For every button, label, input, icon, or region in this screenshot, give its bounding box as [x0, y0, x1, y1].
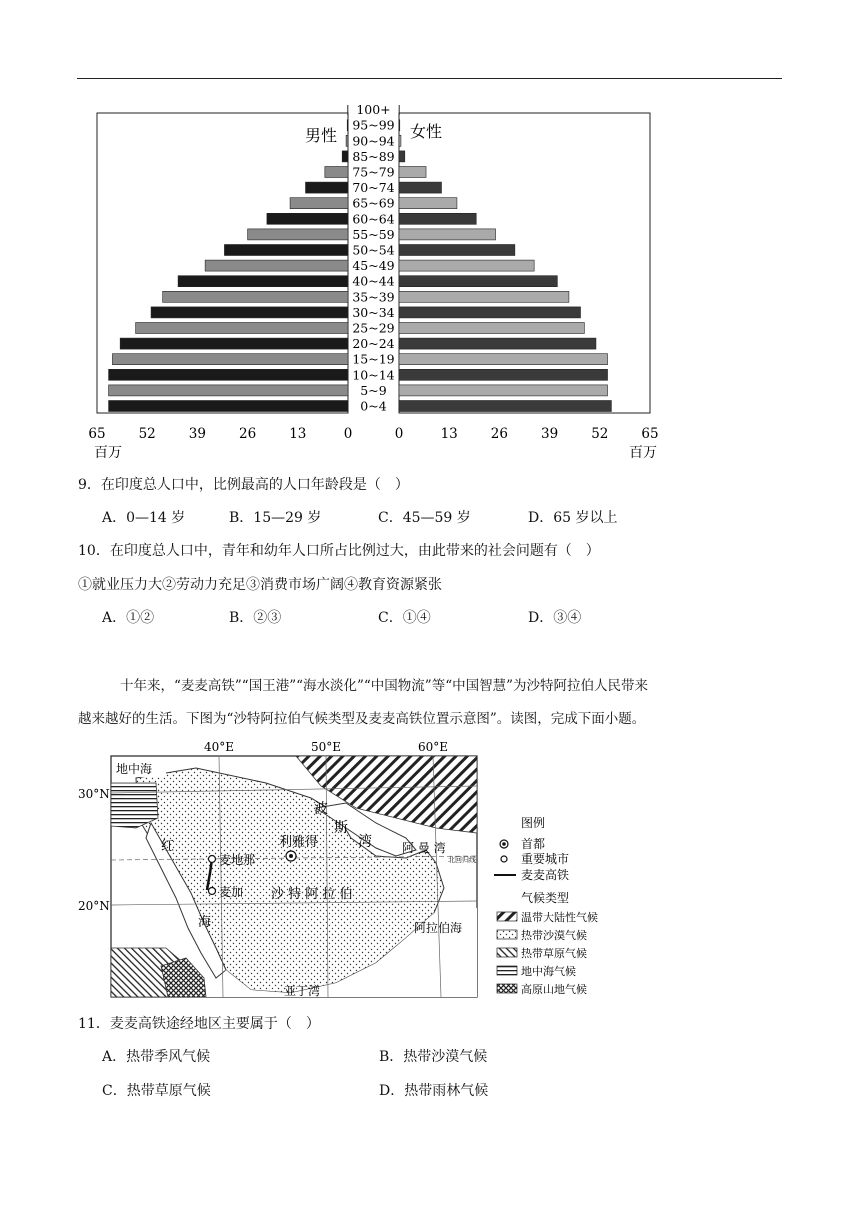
male-bar-50~54 [224, 245, 348, 256]
female-bar-10~14 [399, 369, 608, 380]
age-label-65~69: 65~69 [352, 195, 395, 211]
female-bar-85~89 [399, 151, 405, 162]
lon-40: 40°E [203, 740, 235, 754]
age-label-25~29: 25~29 [352, 320, 395, 336]
legend-c2: 热带沙漠气候 [521, 929, 587, 942]
age-label-60~64: 60~64 [352, 211, 395, 227]
legend-c1-icon [497, 912, 517, 921]
label-oman-gulf: 阿 曼 湾 [402, 841, 446, 855]
legend-climate-title: 气候类型 [521, 891, 570, 905]
female-bar-5~9 [399, 385, 608, 396]
legend-city-icon [501, 856, 507, 862]
female-bar-0~4 [399, 401, 611, 412]
saudi-climate-map [76, 738, 624, 1003]
male-bar-20~24 [120, 338, 348, 349]
label-aden: 亚丁湾 [284, 984, 321, 998]
male-bar-55~59 [248, 229, 348, 240]
female-tick-52: 52 [591, 426, 609, 442]
mediterranean-climate-area [111, 783, 158, 828]
age-label-0~4: 0~4 [360, 398, 387, 414]
q10-option-c[interactable]: C．①④ [378, 610, 431, 626]
male-bar-25~29 [136, 323, 348, 334]
capital-marker-dot [289, 854, 293, 858]
lon-60: 60°E [417, 740, 449, 754]
male-tick-26: 26 [239, 426, 257, 442]
q10-option-b[interactable]: B．②③ [229, 610, 282, 626]
legend-city: 重要城市 [521, 852, 570, 866]
male-bar-0~4 [109, 401, 348, 412]
female-tick-39: 39 [541, 426, 559, 442]
age-label-35~39: 35~39 [352, 289, 395, 305]
age-label-15~19: 15~19 [352, 351, 395, 367]
medina-marker [209, 856, 216, 863]
male-bar-65~69 [290, 198, 348, 209]
q9-option-a[interactable]: A．0—14 岁 [102, 510, 186, 526]
q11-option-b[interactable]: B．热带沙漠气候 [379, 1049, 488, 1065]
female-bar-15~19 [399, 354, 608, 365]
female-bar-95~99 [399, 120, 400, 131]
legend-c3-icon [497, 948, 517, 957]
female-bar-60~64 [399, 213, 476, 224]
legend-c4-icon [497, 966, 517, 975]
female-bar-35~39 [399, 291, 569, 302]
male-bar-40~44 [178, 276, 348, 287]
male-bar-85~89 [342, 151, 348, 162]
female-tick-26: 26 [490, 426, 508, 442]
female-bar-50~54 [399, 245, 515, 256]
q11-option-c[interactable]: C．热带草原气候 [102, 1083, 211, 1099]
label-arabian-sea: 阿拉伯海 [414, 921, 463, 935]
male-bar-95~99 [347, 120, 348, 131]
female-bar-55~59 [399, 229, 496, 240]
legend-capital-dot [502, 842, 506, 846]
male-bar-70~74 [306, 182, 348, 193]
legend-c3: 热带草原气候 [521, 947, 587, 960]
age-label-20~24: 20~24 [352, 336, 395, 352]
legend-railway: 麦麦高铁 [521, 868, 570, 882]
female-tick-0: 0 [394, 426, 404, 442]
female-bar-70~74 [399, 182, 441, 193]
age-label-50~54: 50~54 [352, 242, 395, 258]
legend-c4: 地中海气候 [521, 965, 576, 978]
female-bar-90~94 [399, 135, 401, 146]
mecca-marker [209, 888, 216, 895]
label-mecca: 麦加 [219, 885, 244, 899]
q10-option-d[interactable]: D．③④ [528, 610, 582, 626]
female-bar-20~24 [399, 338, 596, 349]
male-bar-60~64 [267, 213, 348, 224]
male-bar-10~14 [109, 369, 348, 380]
male-tick-13: 13 [289, 426, 307, 442]
female-tick-65: 65 [641, 426, 659, 442]
age-label-90~94: 90~94 [352, 133, 395, 149]
legend-c1: 温带大陆性气候 [521, 911, 598, 924]
q9-option-b[interactable]: B．15—29 岁 [229, 510, 322, 526]
label-mediterranean: 地中海 [116, 762, 153, 776]
female-label: 女性 [409, 122, 443, 141]
male-bar-75~79 [325, 167, 348, 178]
male-bar-35~39 [163, 291, 348, 302]
male-bar-15~19 [112, 354, 348, 365]
male-bar-45~49 [205, 260, 348, 271]
label-persian-2: 斯 [334, 820, 348, 836]
female-bar-65~69 [399, 198, 457, 209]
q11-option-a[interactable]: A．热带季风气候 [102, 1049, 211, 1065]
male-bar-30~34 [151, 307, 348, 318]
q10-option-a[interactable]: A．①② [102, 610, 155, 626]
label-saudi: 沙 特 阿 拉 伯 [271, 887, 353, 902]
passage-line-1: 十年来，“麦麦高铁”“国王港”“海水淡化”“中国物流”等“中国智慧”为沙特阿拉伯人民带来 [120, 678, 649, 694]
label-persian-1: 波 [314, 801, 328, 817]
label-medina: 麦地那 [219, 853, 256, 867]
age-label-55~59: 55~59 [352, 226, 395, 242]
female-tick-13: 13 [440, 426, 458, 442]
q11-stem: 11．麦麦高铁途经地区主要属于（ ） [78, 1016, 320, 1032]
legend-capital: 首都 [521, 837, 546, 851]
label-tropic: 北回归线 [448, 856, 476, 864]
legend-c5: 高原山地气候 [521, 983, 587, 996]
q11-option-d[interactable]: D．热带雨林气候 [379, 1083, 489, 1099]
legend-c2-icon [497, 930, 517, 939]
male-tick-52: 52 [138, 426, 156, 442]
unit-left: 百万 [94, 445, 122, 461]
age-label-85~89: 85~89 [352, 148, 395, 164]
age-label-5~9: 5~9 [360, 382, 387, 398]
label-riyadh: 利雅得 [279, 835, 319, 850]
lon-50: 50°E [310, 740, 342, 754]
age-label-70~74: 70~74 [352, 180, 395, 196]
age-label-40~44: 40~44 [352, 273, 395, 289]
male-tick-39: 39 [188, 426, 206, 442]
legend-c5-icon [497, 984, 517, 993]
male-bar-90~94 [346, 135, 348, 146]
label-red-1: 红 [161, 839, 175, 854]
female-bar-40~44 [399, 276, 557, 287]
population-pyramid-chart [80, 105, 680, 465]
female-bar-25~29 [399, 323, 584, 334]
female-bar-45~49 [399, 260, 534, 271]
age-label-45~49: 45~49 [352, 258, 395, 274]
passage-line-2: 越来越好的生活。下图为“沙特阿拉伯气候类型及麦麦高铁位置示意图”。读图，完成下面小题。 [78, 711, 646, 727]
unit-right: 百万 [629, 445, 657, 461]
age-label-75~79: 75~79 [352, 164, 395, 180]
header-rule [77, 78, 782, 79]
q10-items: ①就业压力大②劳动力充足③消费市场广阔④教育资源紧张 [78, 577, 442, 593]
age-label-30~34: 30~34 [352, 304, 395, 320]
q9-option-d[interactable]: D．65 岁以上 [528, 510, 618, 526]
label-red-2: 海 [198, 915, 212, 930]
age-label-100+: 100+ [356, 105, 391, 118]
male-tick-65: 65 [88, 426, 106, 442]
female-bar-75~79 [399, 167, 426, 178]
age-label-10~14: 10~14 [352, 367, 395, 383]
q9-option-c[interactable]: C．45—59 岁 [378, 510, 471, 526]
lat-30: 30°N [78, 787, 110, 801]
lat-20: 20°N [78, 899, 110, 913]
female-bar-30~34 [399, 307, 580, 318]
legend-title: 图例 [521, 816, 546, 830]
q10-stem: 10．在印度总人口中，青年和幼年人口所占比例过大，由此带来的社会问题有（ ） [78, 543, 600, 559]
age-label-95~99: 95~99 [352, 117, 395, 133]
male-tick-0: 0 [343, 426, 353, 442]
male-bar-5~9 [109, 385, 348, 396]
q9-stem: 9．在印度总人口中，比例最高的人口年龄段是（ ） [78, 477, 409, 493]
male-label: 男性 [304, 126, 338, 145]
label-persian-3: 湾 [358, 834, 372, 850]
